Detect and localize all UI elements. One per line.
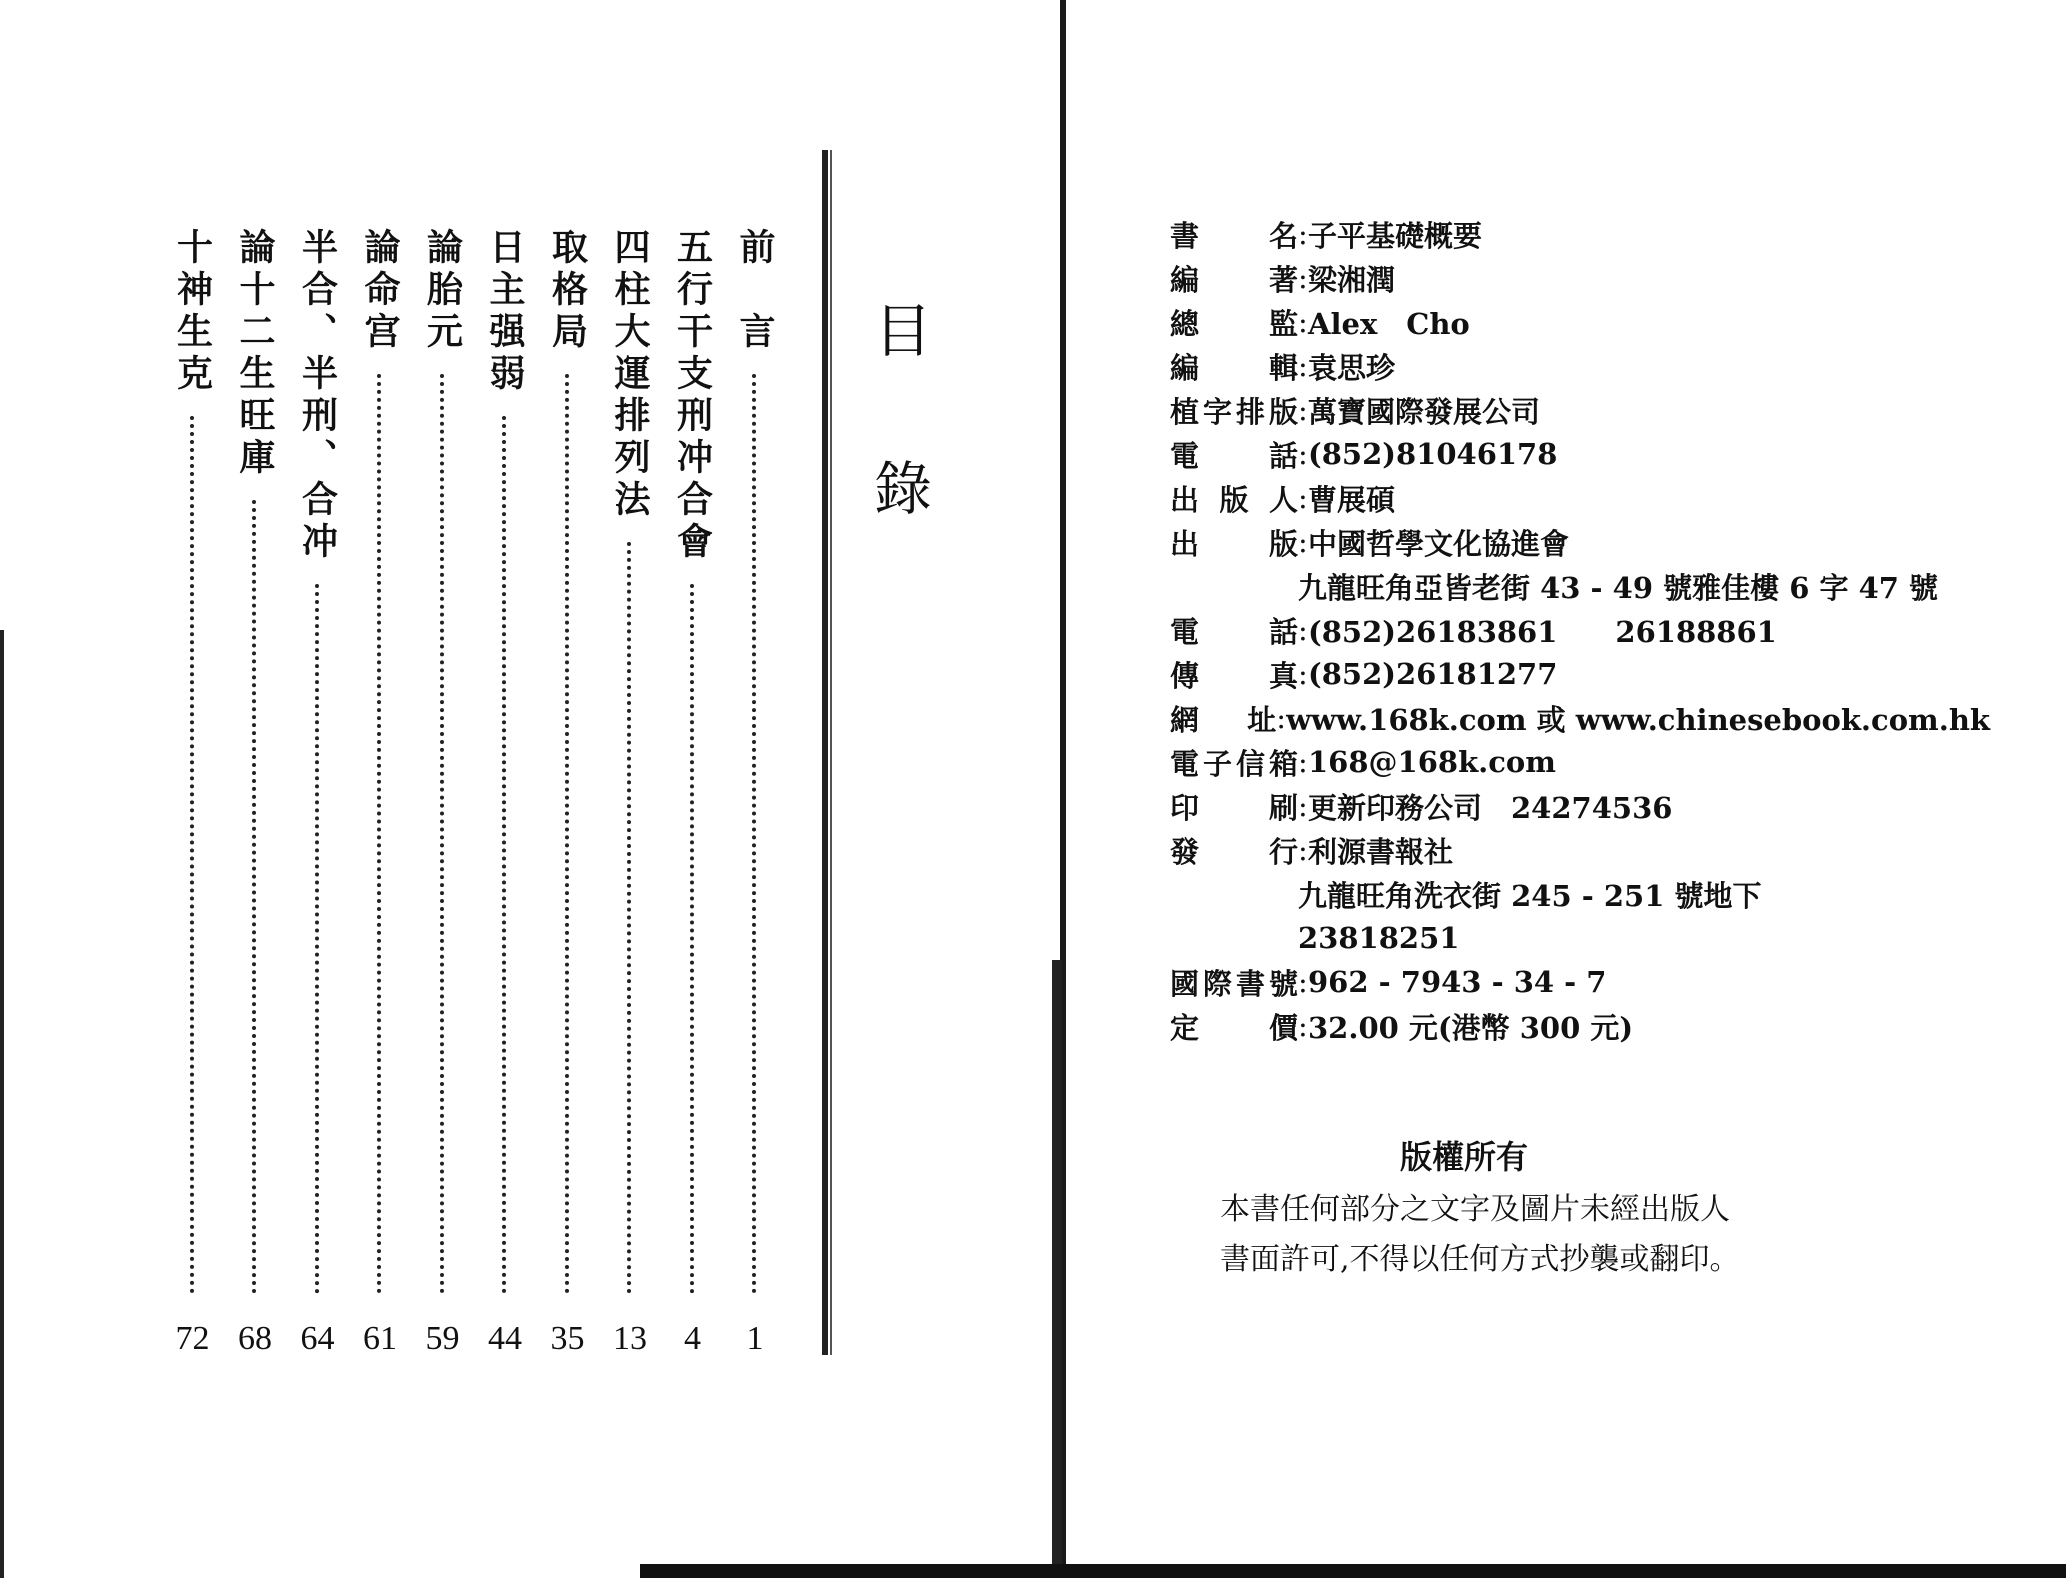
copyright-title: 版權所有 — [1400, 1138, 1529, 1176]
colophon-colon: : — [1298, 217, 1308, 251]
toc-entry-title: 論胎元 — [421, 228, 464, 354]
colophon-value: (852)81046178 — [1308, 437, 1558, 471]
colophon-row — [1170, 740, 1990, 784]
colophon-row — [1170, 784, 1990, 828]
toc-entry-title: 五行干支刑冲合會 — [671, 228, 714, 564]
toc-leader-dots — [315, 584, 319, 1294]
toc-entry-title: 取格局 — [546, 228, 589, 354]
colophon-label-char: 出 — [1170, 482, 1200, 517]
colophon-row — [1170, 256, 1990, 300]
toc-entry — [166, 228, 220, 1358]
colophon-row — [1170, 828, 1990, 872]
colophon-row — [1170, 960, 1990, 1004]
colophon-label-char: 編 — [1170, 350, 1200, 385]
colophon-value: 23818251 — [1298, 921, 1460, 955]
colophon-row — [1170, 696, 1990, 740]
colophon-value: 更新印務公司 24274536 — [1308, 790, 1673, 825]
colophon-row — [1170, 344, 1990, 388]
colophon-label — [1170, 654, 1298, 695]
toc-entry — [603, 228, 657, 1358]
toc-entry — [291, 228, 345, 1358]
colophon-label-char: 信 — [1235, 746, 1265, 781]
toc-entry-page: 64 — [300, 1320, 335, 1357]
toc-divider-line — [822, 150, 828, 1355]
toc-leader-dots — [690, 584, 694, 1294]
colophon-label-char: 際 — [1202, 966, 1232, 1001]
colophon-label-char: 國 — [1170, 966, 1200, 1001]
colophon-colon: : — [1298, 349, 1308, 383]
toc-entry-title: 四柱大運排列法 — [609, 228, 651, 522]
colophon-label-char: 編 — [1170, 262, 1200, 297]
colophon-label-char: 子 — [1202, 746, 1232, 781]
colophon-value: 萬寶國際發展公司 — [1308, 394, 1541, 429]
colophon-colon: : — [1298, 261, 1308, 295]
copyright-line-2: 書面許可,不得以任何方式抄襲或翻印。 — [1220, 1242, 1740, 1277]
colophon-value: 子平基礎概要 — [1308, 218, 1483, 253]
book-spine-shadow-lower — [1052, 960, 1062, 1578]
colophon-label-char: 印 — [1170, 790, 1200, 825]
colophon-label — [1170, 962, 1298, 1003]
colophon-label-char: 話 — [1268, 438, 1298, 473]
colophon-label-char: 字 — [1202, 394, 1232, 429]
toc-entry-title: 論十二生旺庫 — [234, 228, 276, 480]
toc-entry-page: 72 — [175, 1320, 210, 1357]
colophon-label — [1170, 522, 1298, 563]
colophon-label — [1170, 786, 1298, 827]
colophon-label-char: 刷 — [1268, 790, 1298, 825]
colophon-label — [1170, 258, 1298, 299]
toc-entry — [478, 228, 532, 1358]
copyright-line-1: 本書任何部分之文字及圖片未經出版人 — [1220, 1192, 1730, 1227]
toc-entry — [353, 228, 407, 1358]
toc-leader-dots — [502, 416, 506, 1294]
colophon-label-char: 價 — [1268, 1010, 1298, 1045]
colophon-label-char: 監 — [1268, 306, 1298, 341]
toc-entry-title: 半合、半刑、合冲 — [296, 228, 339, 564]
colophon-label-char: 名 — [1268, 218, 1298, 253]
colophon-row — [1170, 608, 1990, 652]
colophon-colon: : — [1298, 525, 1308, 559]
colophon-label-char: 書 — [1170, 218, 1200, 253]
colophon-colon: : — [1298, 657, 1308, 691]
colophon-row — [1170, 212, 1990, 256]
toc-leader-dots — [252, 500, 256, 1294]
colophon — [1170, 212, 1990, 1048]
colophon-label-char: 址 — [1247, 702, 1277, 737]
toc-leader-dots — [440, 374, 444, 1294]
colophon-row — [1170, 300, 1990, 344]
colophon-label-char: 定 — [1170, 1010, 1200, 1045]
toc-entry-title: 前 言 — [734, 228, 776, 354]
colophon-label-char: 版 — [1268, 526, 1298, 561]
colophon-label-char: 號 — [1268, 966, 1298, 1001]
colophon-colon: : — [1298, 1009, 1308, 1043]
colophon-label — [1170, 742, 1298, 783]
copyright-notice — [1220, 1185, 1740, 1285]
toc-leader-dots — [752, 374, 756, 1294]
colophon-label-char: 排 — [1235, 394, 1265, 429]
toc-entry-page: 61 — [363, 1320, 397, 1357]
toc-divider-line-thin — [830, 150, 832, 1355]
colophon-value: www.168k.com 或 www.chinesebook.com.hk — [1286, 702, 1990, 737]
colophon-colon: : — [1298, 789, 1308, 823]
colophon-label — [1170, 214, 1298, 255]
colophon-label — [1170, 830, 1298, 871]
colophon-colon: : — [1298, 481, 1308, 515]
colophon-label — [1170, 610, 1298, 651]
colophon-label — [1170, 478, 1298, 519]
colophon-label-char: 出 — [1170, 526, 1200, 561]
colophon-label-char: 人 — [1268, 482, 1298, 517]
toc-heading: 目錄 — [864, 300, 932, 616]
toc-entry-title: 十神生克 — [171, 228, 214, 396]
toc-entry — [541, 228, 595, 1358]
colophon-value: 九龍旺角洗衣街 245 - 251 號地下 — [1298, 878, 1762, 913]
colophon-value: 梁湘潤 — [1308, 262, 1396, 297]
colophon-row — [1170, 652, 1990, 696]
toc-entry-page: 4 — [684, 1320, 701, 1357]
colophon-colon: : — [1298, 437, 1308, 471]
colophon-value: 曹展碩 — [1308, 482, 1396, 517]
colophon-label — [1170, 302, 1298, 343]
colophon-label-char: 版 — [1219, 482, 1249, 517]
colophon-colon: : — [1298, 305, 1308, 339]
toc-leader-dots — [377, 374, 381, 1294]
toc-leader-dots — [565, 374, 569, 1294]
colophon-value: 32.00 元(港幣 300 元) — [1308, 1010, 1634, 1045]
toc-entry — [416, 228, 470, 1358]
colophon-colon: : — [1298, 613, 1308, 647]
colophon-row — [1170, 388, 1990, 432]
colophon-label-char: 總 — [1170, 306, 1200, 341]
scan-bottom-edge — [640, 1564, 2066, 1578]
colophon-colon: : — [1298, 745, 1308, 779]
colophon-label-char: 話 — [1268, 614, 1298, 649]
colophon-label-char: 網 — [1170, 702, 1200, 737]
toc-entry — [666, 228, 720, 1358]
colophon-row — [1170, 916, 1990, 960]
colophon-label-char: 電 — [1170, 438, 1200, 473]
colophon-row — [1170, 872, 1990, 916]
toc-entry-title: 日主强弱 — [484, 228, 526, 396]
colophon-label-char: 輯 — [1268, 350, 1298, 385]
toc-leader-dots — [190, 416, 194, 1294]
colophon-colon: : — [1298, 965, 1308, 999]
colophon-label-char: 電 — [1170, 746, 1200, 781]
toc-entry-page: 59 — [425, 1320, 460, 1357]
colophon-label-char: 真 — [1268, 658, 1298, 693]
colophon-label-char: 版 — [1268, 394, 1298, 429]
colophon-row — [1170, 564, 1990, 608]
toc-entry-page: 35 — [550, 1320, 585, 1357]
colophon-row — [1170, 432, 1990, 476]
colophon-value: 168@168k.com — [1308, 745, 1556, 779]
colophon-label-char: 傳 — [1170, 658, 1200, 693]
colophon-value: 利源書報社 — [1308, 834, 1454, 869]
colophon-value: 袁思珍 — [1308, 350, 1396, 385]
toc-entry — [728, 228, 782, 1358]
colophon-label-char: 書 — [1235, 966, 1265, 1001]
colophon-label — [1170, 1006, 1298, 1047]
scan-left-edge — [0, 630, 4, 1578]
colophon-colon: : — [1298, 833, 1308, 867]
colophon-label — [1170, 390, 1298, 431]
colophon-colon: : — [1298, 393, 1308, 427]
colophon-label — [1170, 434, 1298, 475]
colophon-label-char: 發 — [1170, 834, 1200, 869]
toc-entry — [228, 228, 282, 1358]
colophon-value: 962 - 7943 - 34 - 7 — [1308, 965, 1607, 999]
colophon-label-char: 著 — [1268, 262, 1298, 297]
colophon-label-char: 箱 — [1268, 746, 1298, 781]
colophon-value: 九龍旺角亞皆老街 43 - 49 號雅佳樓 6 字 47 號 — [1298, 570, 1939, 605]
colophon-row — [1170, 1004, 1990, 1048]
colophon-row — [1170, 476, 1990, 520]
colophon-label — [1170, 698, 1276, 739]
colophon-value: Alex Cho — [1308, 306, 1470, 341]
toc-entry-page: 44 — [488, 1320, 522, 1357]
colophon-colon: : — [1276, 701, 1287, 735]
toc-entry-title: 論命宫 — [359, 228, 401, 354]
toc-entry-page: 68 — [238, 1320, 272, 1357]
colophon-value: 中國哲學文化協進會 — [1308, 526, 1570, 561]
colophon-value: (852)26183861 26188861 — [1308, 614, 1777, 649]
toc-entry-page: 13 — [613, 1320, 647, 1357]
colophon-label — [1170, 346, 1298, 387]
colophon-value: (852)26181277 — [1308, 657, 1558, 691]
colophon-label-char: 行 — [1268, 834, 1298, 869]
toc-leader-dots — [627, 542, 631, 1294]
colophon-label-char: 植 — [1170, 394, 1200, 429]
colophon-label-char: 電 — [1170, 614, 1200, 649]
toc-entry-page: 1 — [746, 1320, 764, 1357]
colophon-row — [1170, 520, 1990, 564]
